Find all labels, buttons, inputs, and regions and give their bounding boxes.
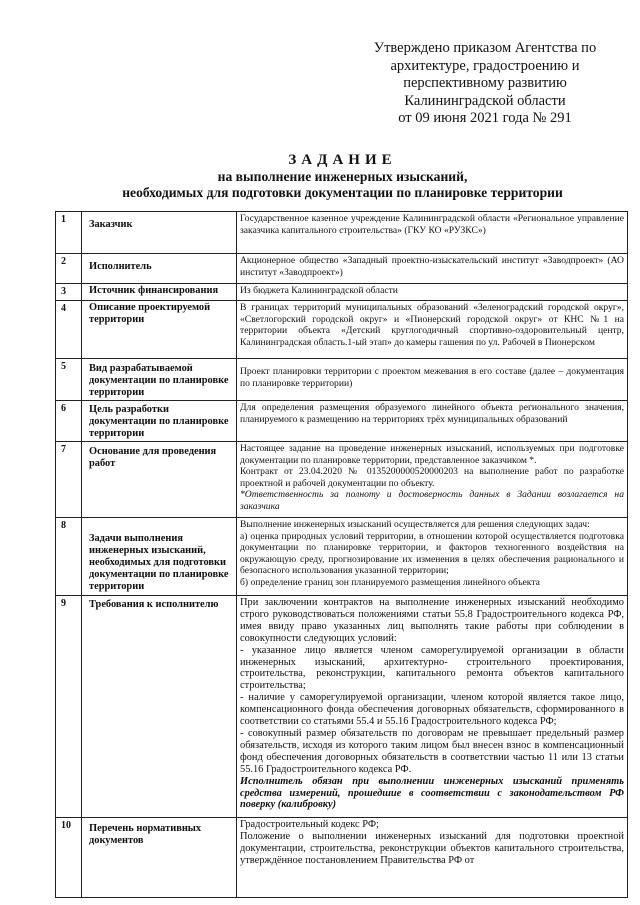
row-paragraph: При заключении контрактов на выполнение инженерных изысканий необходимо строго руководствоваться положениями статьи 55.8 Градостроительного кодекса РФ, имея ввиду право указанных лиц выполнять такие работы при соблюдении в совокупности следующих условий:: [240, 597, 624, 644]
approval-line: Калининградской области: [404, 92, 566, 109]
document-title: [60, 152, 625, 201]
row-number: 7: [56, 442, 82, 518]
approval-line: архитектуре, градостроению и: [390, 57, 580, 74]
row-value: [237, 518, 628, 596]
row-paragraph: Из бюджета Калининградской области: [240, 285, 398, 296]
row-number: 2: [56, 254, 82, 284]
row-value: [237, 212, 628, 254]
row-paragraph: а) оценка природных условий территории, в отношении которой осуществляется подготовка документации по планировке территории, и факторов техногенного воздействия на окружающую среду, прогнозирование их изменения в целях обеспечения рационального и безопасного использования указанной территории;: [240, 530, 624, 576]
row-paragraph: Положение о выполнении инженерных изысканий для подготовки проектной документации, строительства, реконструкции объектов капитального строительства, утверждённое постановлением Правительства РФ от: [240, 830, 624, 866]
row-label: Цель разработки документации по планировке территории: [82, 401, 237, 442]
row-value: [237, 442, 628, 518]
row-label: Описание проектируемой территории: [82, 301, 237, 359]
row-number: 9: [56, 596, 82, 818]
approval-line: Утверждено приказом Агентства по: [373, 40, 597, 56]
row-value: [237, 359, 628, 401]
row-paragraph: Настоящее задание на проведение инженерных изысканий, используемых при подготовке документации по планировке территории, представленное заказчиком *.: [240, 443, 624, 466]
row-paragraph: - указанное лицо является членом саморегулируемой организации в области инженерных изысканий, архитектурно- строительного проектирования, строительства, реконструкции, капитального ремонта объектов капитального строительства;: [240, 644, 624, 692]
table-row: [56, 212, 628, 254]
row-number: 8: [56, 518, 82, 596]
row-paragraph: Контракт от 23.04.2020 № 0135200000520000203 на выполнение работ по разработке проектной и рабочей документации по объекту.: [240, 466, 624, 489]
row-label: Требования к исполнителю: [82, 596, 237, 818]
row-paragraph: - наличие у саморегулируемой организации, членом которой является такое лицо, компенсационного фонда обеспечения договорных обязательств, сформированного в соответствии со статьями 55.4 и 55.16 Градостроительного кодекса РФ;: [240, 692, 624, 728]
row-number: 5: [56, 359, 82, 401]
row-paragraph: Градостроительный кодекс РФ;: [240, 819, 379, 830]
row-paragraph: Акционерное общество «Западный проектно-изыскательский институт «Заводпроект» (АО институт «Заводпроект»): [240, 255, 624, 278]
table-row: [56, 818, 628, 898]
row-label: Основание для проведения работ: [82, 442, 237, 518]
requirement-note: Исполнитель обязан при выполнении инженерных изысканий применять средства измерений, прошедшие в соответствии с законодательством РФ поверку (калибровку): [240, 775, 624, 811]
row-paragraph: Выполнение инженерных изысканий осуществляется для решения следующих задач:: [240, 519, 590, 530]
table-row: [56, 254, 628, 284]
table-row: [56, 301, 628, 359]
row-value: [237, 818, 628, 898]
row-paragraph: В границах территорий муниципальных образований «Зеленоградский городской округ», «Светлогорский городской округ» и «Пионерский городской округ» от КНС №1 на территории объекта «Детский круглогодичный спортивно-оздоровительный центр, Калининградская область.1-ый этап» до камеры гашения по ул. Рабочей в Пионерском: [240, 302, 624, 348]
row-label: Задачи выполнения инженерных изысканий, необходимых для подготовки документации по планировке территории: [82, 518, 237, 596]
title-line: ЗАДАНИЕ: [288, 152, 397, 168]
row-label: Перечень нормативных документов: [82, 818, 237, 898]
row-number: 1: [56, 212, 82, 254]
row-value: [237, 254, 628, 284]
row-number: 3: [56, 284, 82, 301]
row-number: 10: [56, 818, 82, 898]
row-value: [237, 284, 628, 301]
approval-stamp: [340, 40, 630, 128]
row-paragraph: Государственное казенное учреждение Калининградской области «Региональное управление заказчика капитального строительства» (ГКУ КО «РУЗКС»): [240, 213, 624, 236]
row-paragraph: б) определение границ зон планируемого размещения линейного объекта: [240, 576, 540, 588]
row-paragraph: Для определения размещения образуемого линейного объекта регионального значения, планируемого к размещению на территориях трёх муниципальных образований: [240, 402, 624, 425]
table-row: [56, 401, 628, 442]
row-value: [237, 301, 628, 359]
table-row: [56, 596, 628, 818]
approval-line: от 09 июня 2021 года № 291: [398, 110, 572, 126]
table-row: [56, 442, 628, 518]
row-number: 4: [56, 301, 82, 359]
row-number: 6: [56, 401, 82, 442]
row-value: [237, 401, 628, 442]
approval-line: перспективному развитию: [403, 75, 567, 91]
row-label: Исполнитель: [82, 254, 237, 284]
table-row: [56, 518, 628, 596]
table-row: [56, 359, 628, 401]
row-label: Заказчик: [82, 212, 237, 254]
row-paragraph: - совокупный размер обязательств по договорам не превышает предельный размер обязательств, исходя из которого таким лицом был внесен взнос в компенсационный фонд обеспечения договорных обязательств в соответствии частью 11 или 13 статьи 55.16 Градостроительного кодекса РФ.: [240, 727, 624, 775]
responsibility-note: *Ответственность за полноту и достоверность данных в Задании возлагается на заказчика: [240, 489, 624, 512]
row-label: Источник финансирования: [82, 284, 237, 301]
title-line: на выполнение инженерных изысканий,: [217, 169, 468, 184]
row-label: Вид разрабатываемой документации по планировке территории: [82, 359, 237, 401]
task-table: [55, 211, 628, 898]
title-line: необходимых для подготовки документации по планировке территории: [122, 185, 563, 200]
row-paragraph: Проект планировки территории с проектом межевания в его составе (далее – документация по планировке территории): [240, 366, 624, 389]
table-row: [56, 284, 628, 301]
row-value: [237, 596, 628, 818]
